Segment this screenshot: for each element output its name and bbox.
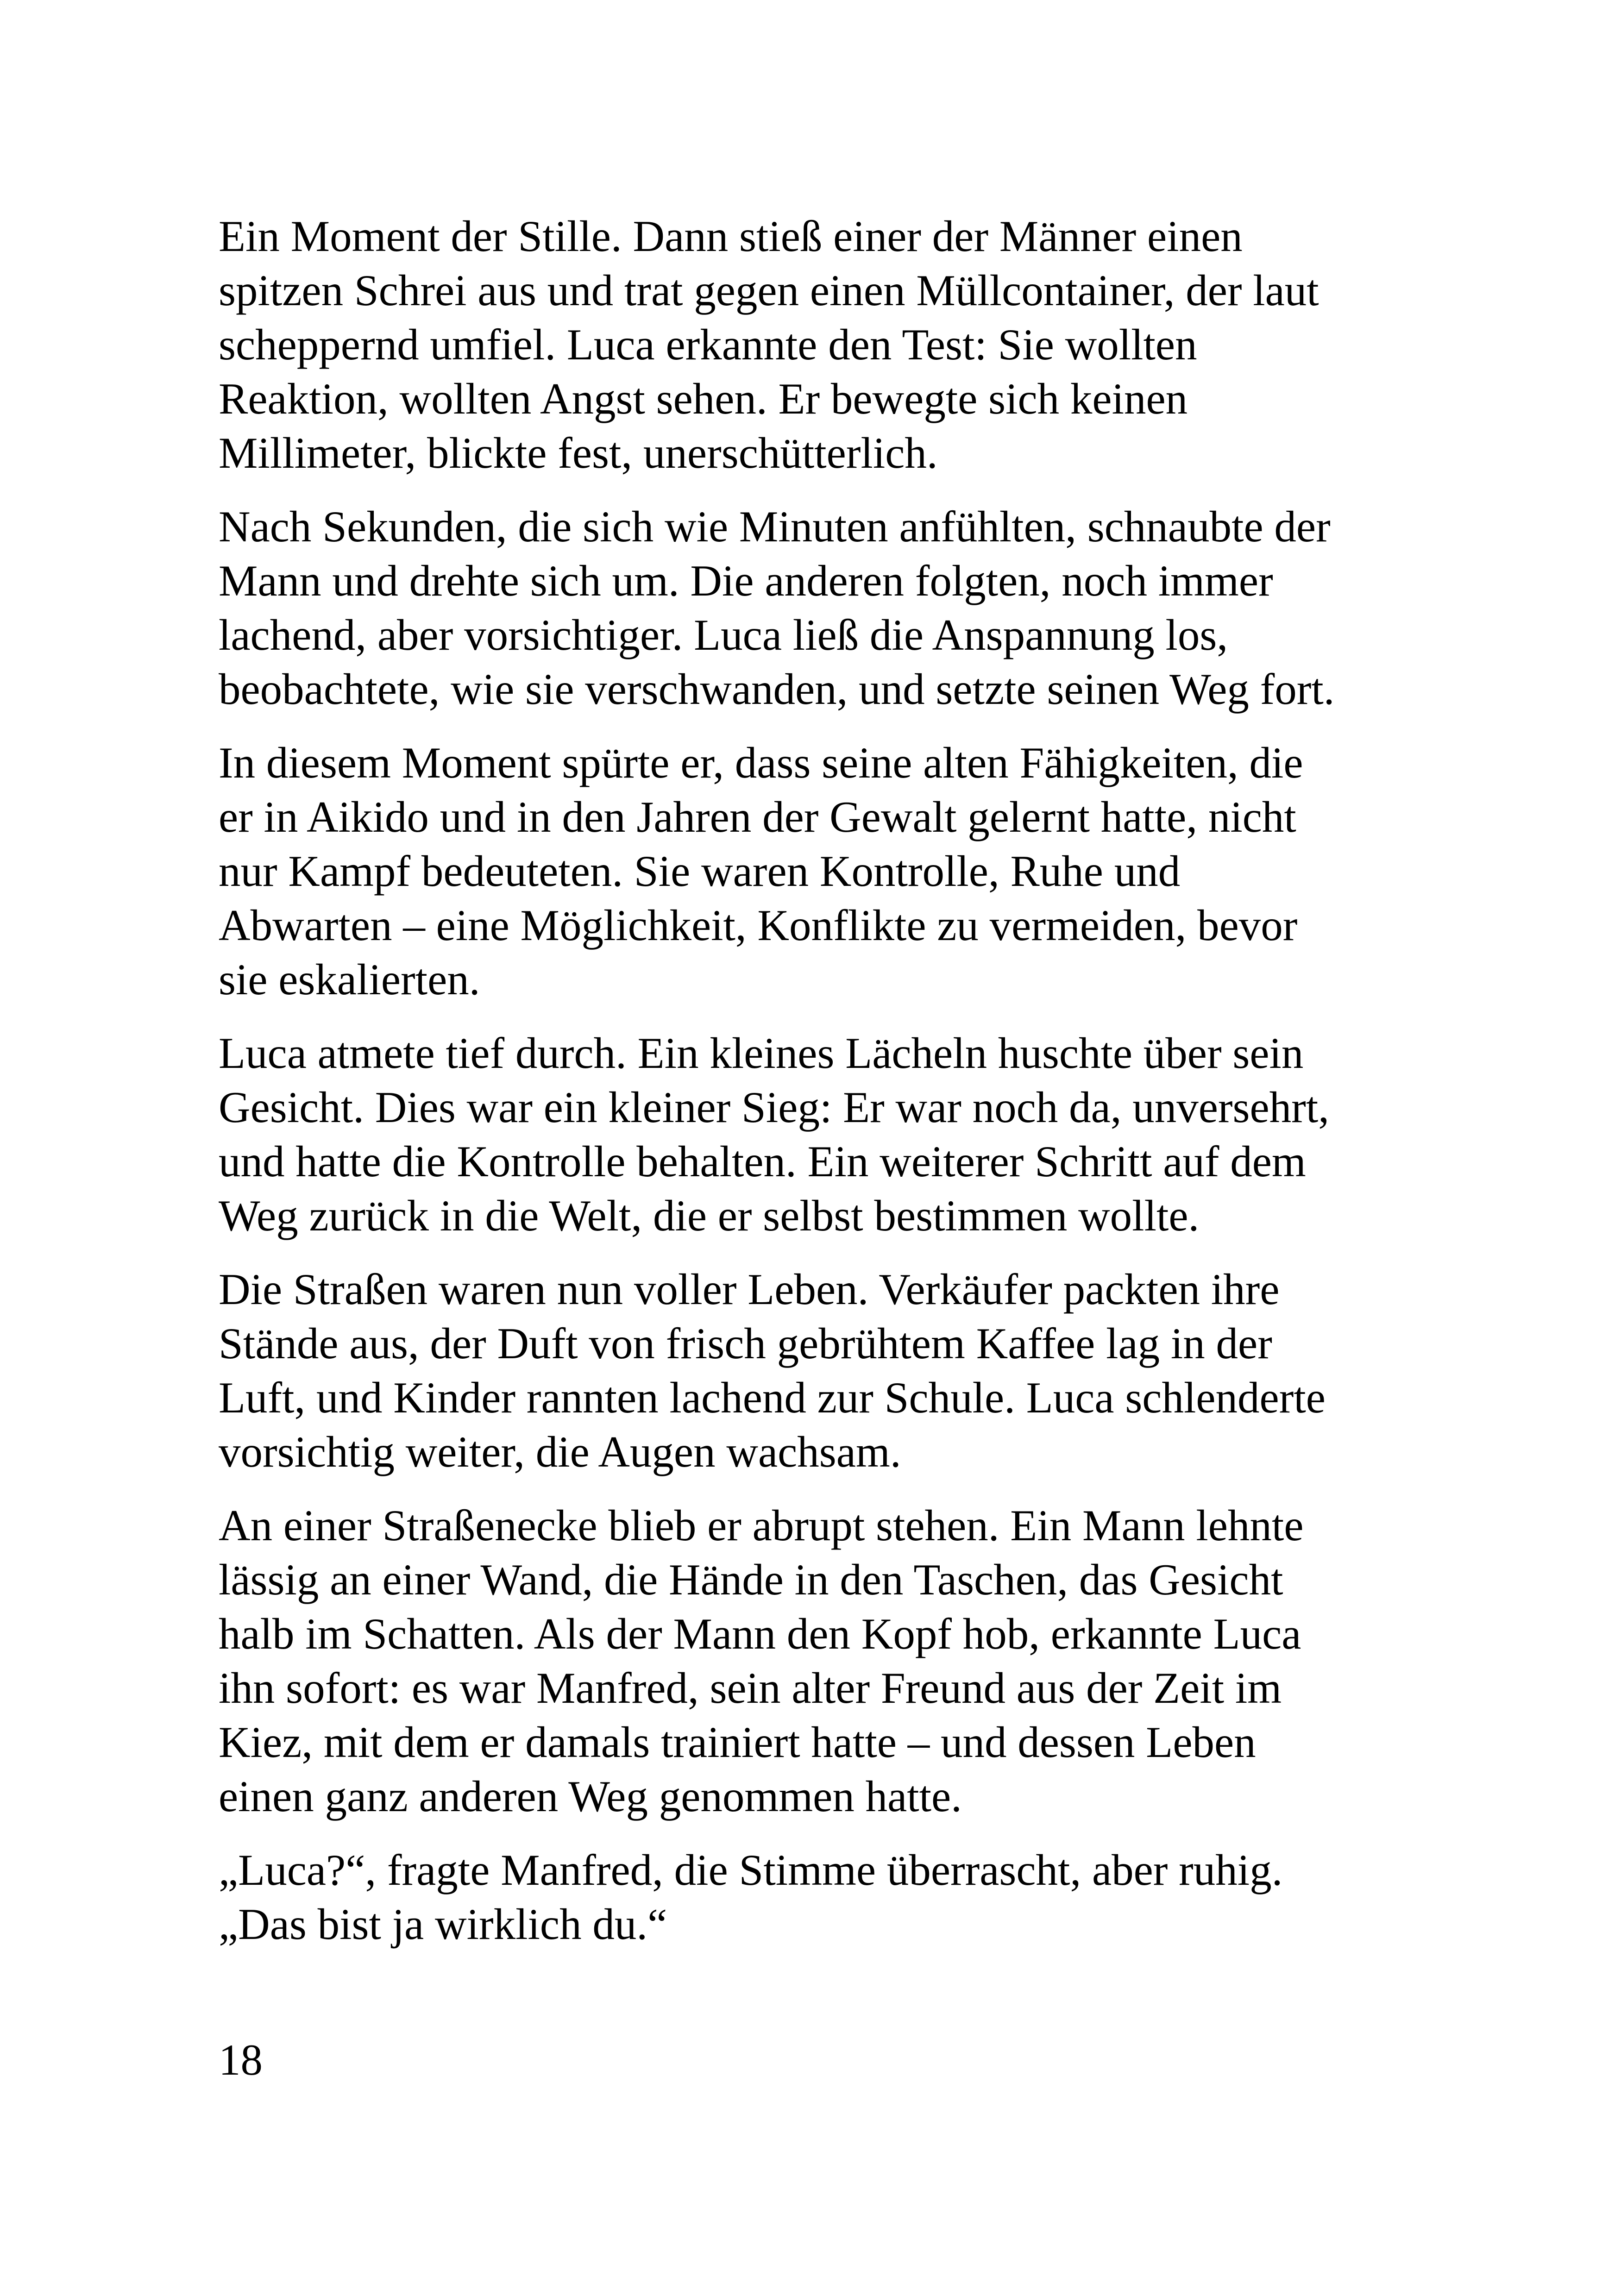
- paragraph: [219, 500, 1423, 716]
- text-line: halb im Schatten. Als der Mann den Kopf hob, erkannte Luca: [219, 1609, 1301, 1658]
- paragraph: [219, 1843, 1423, 1951]
- text-line: er in Aikido und in den Jahren der Gewalt gelernt hatte, nicht: [219, 792, 1296, 841]
- page-number: 18: [219, 2035, 263, 2084]
- text-line: Die Straßen waren nun voller Leben. Verkäufer packten ihre: [219, 1265, 1280, 1314]
- text-line: In diesem Moment spürte er, dass seine alten Fähigkeiten, die: [219, 738, 1303, 787]
- text-line: Ein Moment der Stille. Dann stieß einer der Männer einen: [219, 212, 1243, 261]
- text-line: Weg zurück in die Welt, die er selbst bestimmen wollte.: [219, 1191, 1200, 1240]
- paragraph: [219, 1026, 1423, 1243]
- text-line: Reaktion, wollten Angst sehen. Er bewegte sich keinen: [219, 374, 1188, 423]
- paragraph: [219, 736, 1423, 1007]
- text-line: „Das bist ja wirklich du.“: [219, 1900, 667, 1949]
- text-line: sie eskalierten.: [219, 955, 480, 1004]
- body-text: [219, 209, 1423, 1971]
- text-line: Gesicht. Dies war ein kleiner Sieg: Er war noch da, unversehrt,: [219, 1083, 1329, 1132]
- text-line: lachend, aber vorsichtiger. Luca ließ die Anspannung los,: [219, 610, 1228, 659]
- text-line: „Luca?“, fragte Manfred, die Stimme überrascht, aber ruhig.: [219, 1845, 1283, 1895]
- paragraph: [219, 1262, 1423, 1479]
- text-line: scheppernd umfiel. Luca erkannte den Test: Sie wollten: [219, 320, 1197, 369]
- text-line: Luca atmete tief durch. Ein kleines Lächeln huschte über sein: [219, 1029, 1304, 1078]
- text-line: Luft, und Kinder rannten lachend zur Schule. Luca schlenderte: [219, 1373, 1326, 1422]
- paragraph: [219, 1499, 1423, 1824]
- text-line: An einer Straßenecke blieb er abrupt stehen. Ein Mann lehnte: [219, 1501, 1304, 1550]
- text-line: Mann und drehte sich um. Die anderen folgten, noch immer: [219, 556, 1273, 605]
- text-line: Nach Sekunden, die sich wie Minuten anfühlten, schnaubte der: [219, 502, 1331, 551]
- text-line: Millimeter, blickte fest, unerschütterlich.: [219, 428, 938, 477]
- text-line: nur Kampf bedeuteten. Sie waren Kontrolle, Ruhe und: [219, 847, 1181, 896]
- text-line: und hatte die Kontrolle behalten. Ein weiterer Schritt auf dem: [219, 1137, 1306, 1186]
- text-line: ihn sofort: es war Manfred, sein alter Freund aus der Zeit im: [219, 1663, 1282, 1713]
- text-line: Kiez, mit dem er damals trainiert hatte – und dessen Leben: [219, 1718, 1256, 1767]
- paragraph: [219, 209, 1423, 480]
- text-line: Stände aus, der Duft von frisch gebrühtem Kaffee lag in der: [219, 1319, 1272, 1368]
- text-line: vorsichtig weiter, die Augen wachsam.: [219, 1427, 901, 1476]
- text-line: lässig an einer Wand, die Hände in den Taschen, das Gesicht: [219, 1555, 1283, 1604]
- text-line: beobachtete, wie sie verschwanden, und setzte seinen Weg fort.: [219, 665, 1335, 714]
- text-line: einen ganz anderen Weg genommen hatte.: [219, 1772, 962, 1821]
- text-line: Abwarten – eine Möglichkeit, Konflikte zu vermeiden, bevor: [219, 901, 1298, 950]
- text-line: spitzen Schrei aus und trat gegen einen Müllcontainer, der laut: [219, 266, 1319, 315]
